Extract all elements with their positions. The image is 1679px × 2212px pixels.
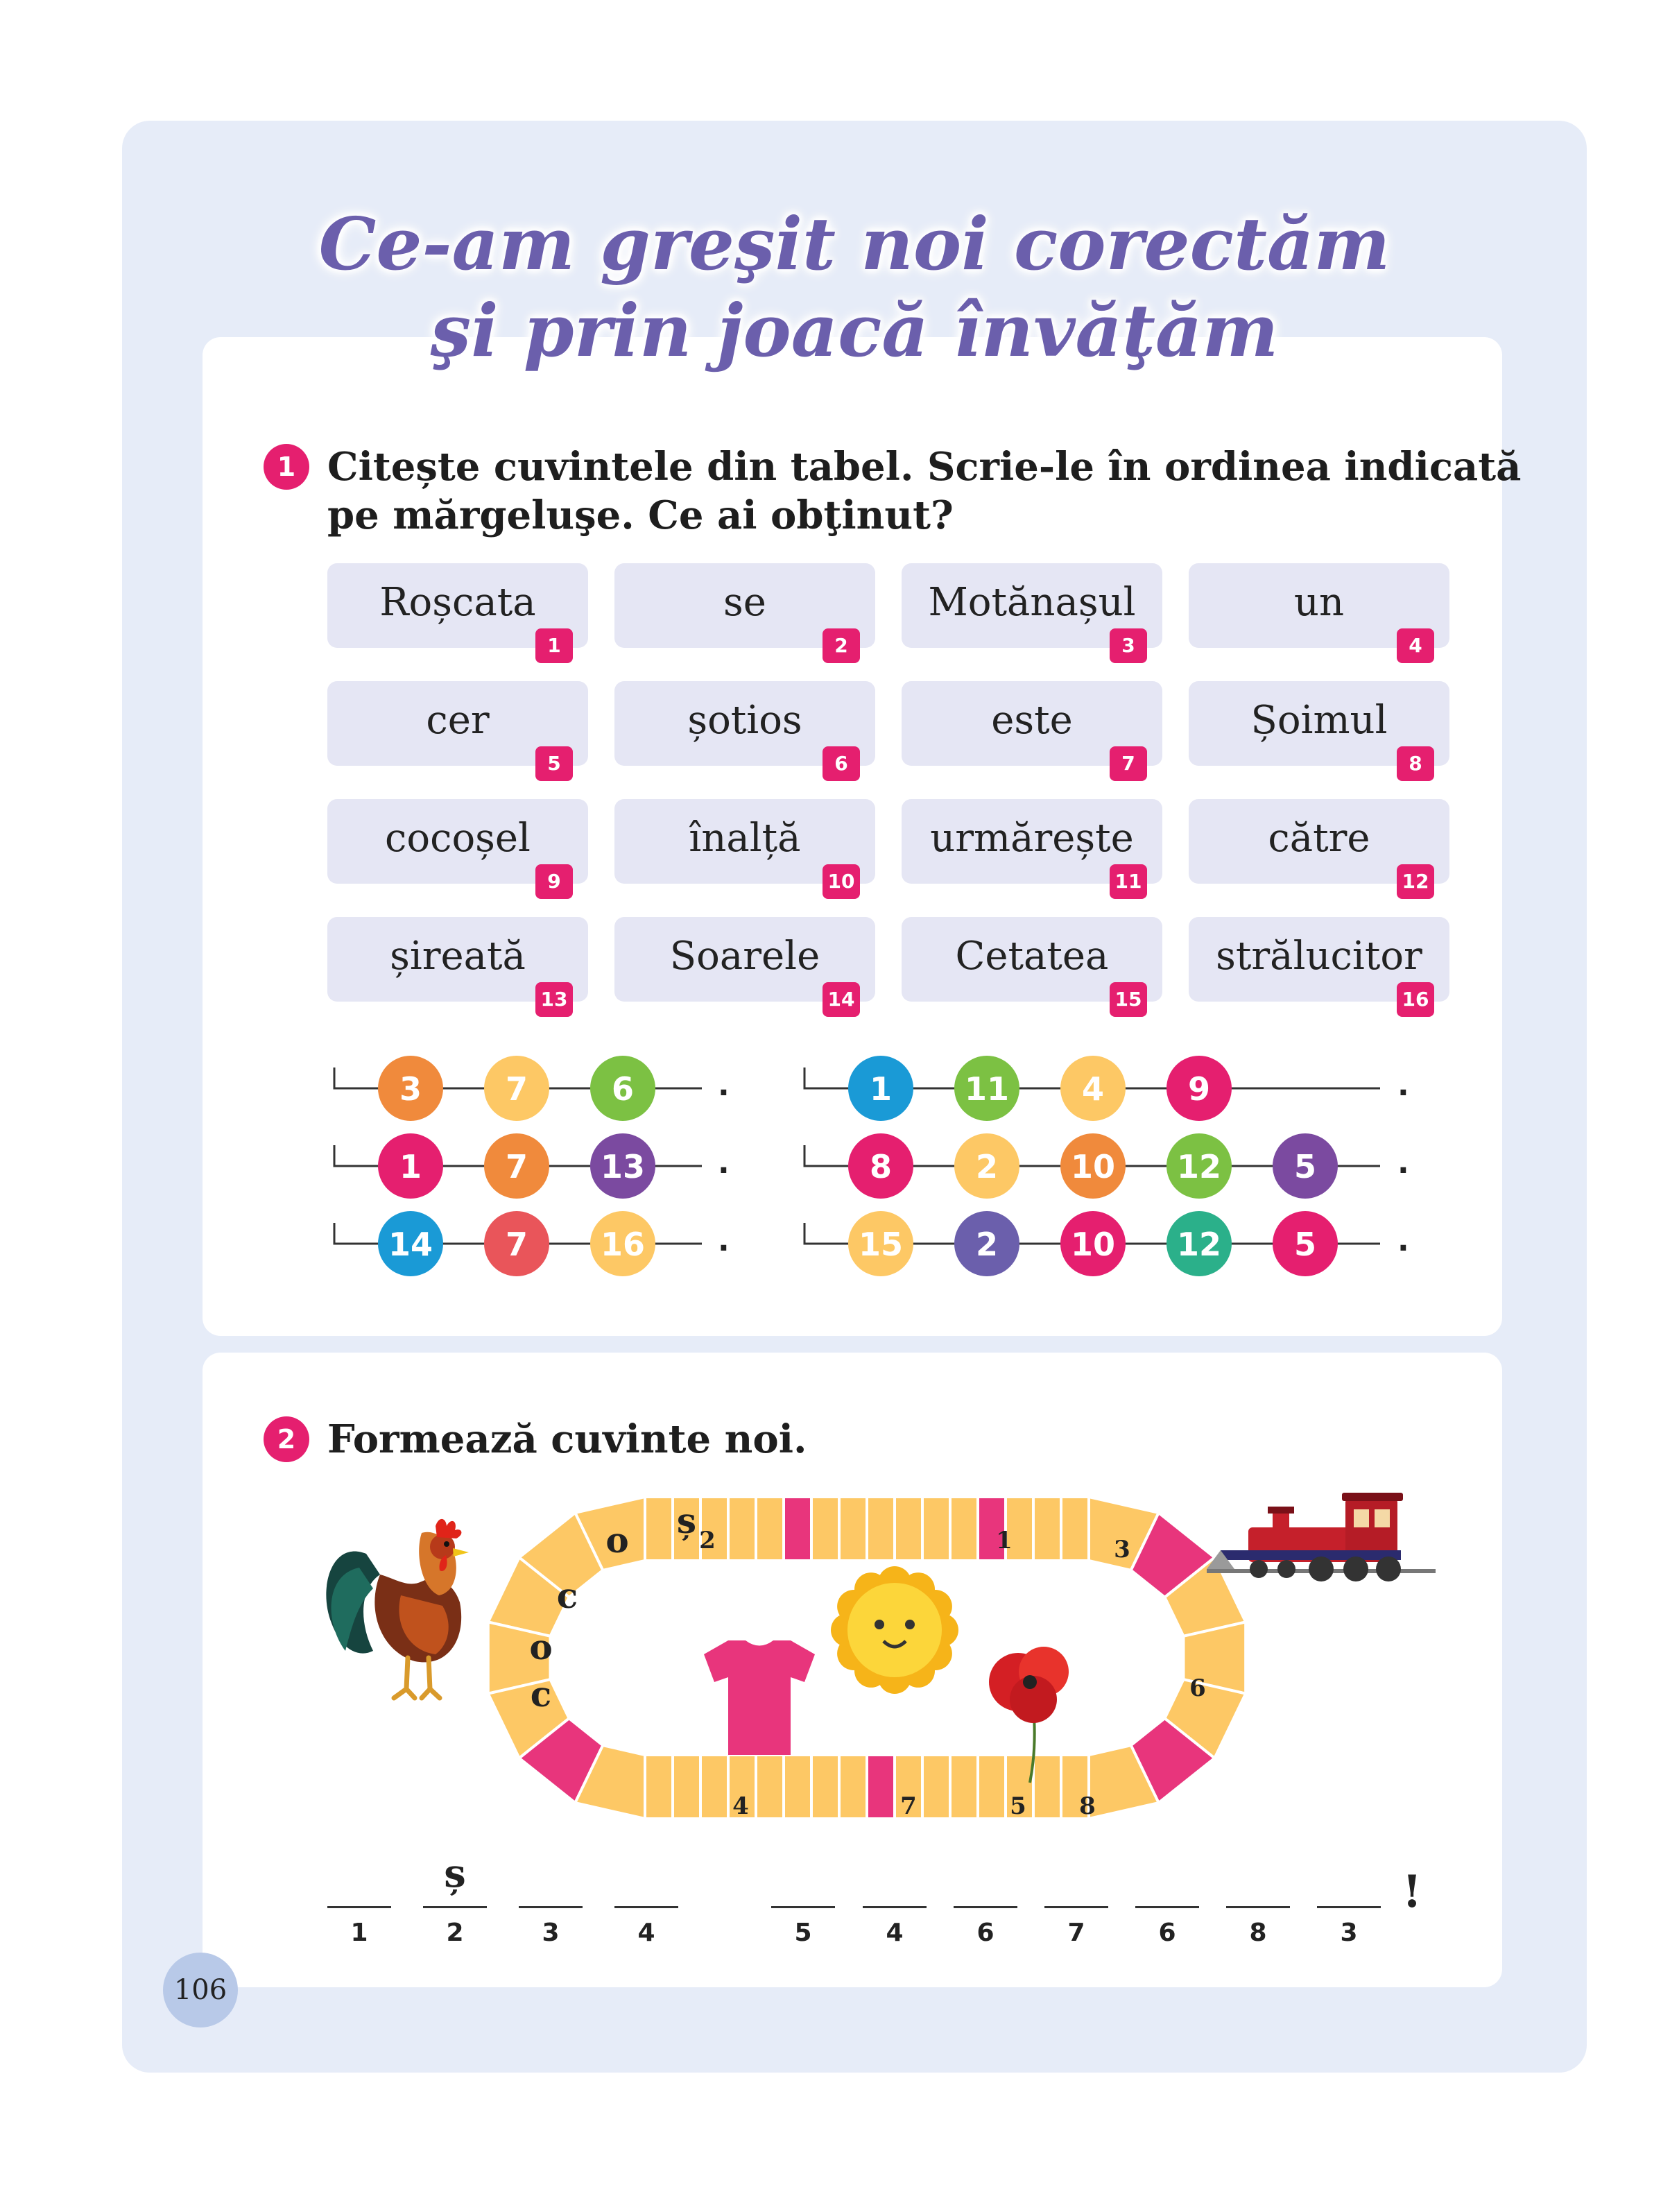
track-cell bbox=[950, 1755, 978, 1819]
bead-number: 4 bbox=[1081, 1070, 1105, 1108]
exercise-2-instruction: Formează cuvinte noi. bbox=[327, 1416, 807, 1462]
answer-blank[interactable] bbox=[771, 1906, 835, 1908]
track-letter: o bbox=[529, 1627, 553, 1667]
track-number: 3 bbox=[1114, 1536, 1130, 1563]
bead-number: 1 bbox=[869, 1070, 893, 1108]
blank-number: 3 bbox=[1340, 1919, 1358, 1947]
word-text: Roșcata bbox=[379, 580, 536, 625]
track-cell bbox=[867, 1497, 895, 1561]
row-end-mark: . bbox=[1397, 1145, 1409, 1181]
bead-number: 16 bbox=[600, 1226, 646, 1263]
bead-number: 1 bbox=[399, 1148, 422, 1185]
track-cell bbox=[645, 1755, 673, 1819]
word-text: este bbox=[991, 698, 1073, 743]
word-cell bbox=[327, 681, 588, 775]
track-cell bbox=[839, 1755, 867, 1819]
word-text: Șoimul bbox=[1250, 698, 1388, 743]
word-cell bbox=[902, 681, 1162, 775]
answer-blank[interactable] bbox=[423, 1906, 487, 1908]
track-cell bbox=[784, 1755, 811, 1819]
blank-number: 4 bbox=[637, 1919, 655, 1947]
word-cell bbox=[1189, 917, 1449, 1011]
word-number-badge: 14 bbox=[823, 982, 860, 1017]
bead-number: 3 bbox=[399, 1070, 422, 1108]
track-cell bbox=[978, 1755, 1006, 1819]
track-cell bbox=[895, 1497, 922, 1561]
bead-number: 5 bbox=[1293, 1226, 1317, 1263]
blank-number: 6 bbox=[976, 1919, 995, 1947]
blank-number: 4 bbox=[886, 1919, 904, 1947]
word-number-badge: 3 bbox=[1110, 628, 1147, 663]
bead-number: 9 bbox=[1187, 1070, 1211, 1108]
word-text: Soarele bbox=[669, 934, 820, 979]
track-number: 6 bbox=[1189, 1674, 1206, 1702]
rooster-illustration bbox=[318, 1512, 498, 1706]
bead-number: 2 bbox=[975, 1226, 999, 1263]
word-text: urmărește bbox=[930, 816, 1134, 861]
exercise-1-instruction-line-2: pe mărgeluşe. Ce ai obţinut? bbox=[327, 492, 954, 538]
bead-strings bbox=[319, 1044, 1429, 1308]
blank-number: 5 bbox=[794, 1919, 812, 1947]
word-number-badge: 15 bbox=[1110, 982, 1147, 1017]
word-text: Motănașul bbox=[928, 580, 1136, 625]
bead-number: 10 bbox=[1070, 1148, 1116, 1185]
word-cell bbox=[902, 799, 1162, 893]
word-text: cocoșel bbox=[385, 816, 531, 861]
exercise-1-number: 1 bbox=[264, 444, 309, 490]
word-number-badge: 4 bbox=[1397, 628, 1434, 663]
word-cell bbox=[327, 563, 588, 657]
word-cell bbox=[614, 917, 875, 1011]
blank-number: 3 bbox=[542, 1919, 560, 1947]
word-cell bbox=[327, 799, 588, 893]
track-number: 7 bbox=[900, 1792, 917, 1820]
bead-number: 11 bbox=[964, 1070, 1010, 1108]
word-text: strălucitor bbox=[1216, 934, 1422, 979]
track-cell bbox=[1061, 1497, 1089, 1561]
word-number-badge: 6 bbox=[823, 746, 860, 781]
track-number: 8 bbox=[1079, 1792, 1096, 1820]
bead-number: 5 bbox=[1293, 1148, 1317, 1185]
train-illustration bbox=[1207, 1484, 1436, 1588]
word-number-badge: 9 bbox=[535, 864, 573, 899]
word-cell bbox=[327, 917, 588, 1011]
word-number-badge: 12 bbox=[1397, 864, 1434, 899]
word-text: se bbox=[723, 580, 766, 625]
track-cell bbox=[756, 1497, 784, 1561]
word-text: cer bbox=[426, 698, 490, 743]
answer-blank[interactable] bbox=[954, 1906, 1017, 1908]
track-cell bbox=[811, 1497, 839, 1561]
track-cell bbox=[784, 1497, 811, 1561]
answer-blank[interactable] bbox=[1044, 1906, 1108, 1908]
word-number-badge: 7 bbox=[1110, 746, 1147, 781]
tshirt-icon bbox=[704, 1640, 815, 1755]
word-number-badge: 13 bbox=[535, 982, 573, 1017]
word-cell bbox=[1189, 799, 1449, 893]
bead-number: 6 bbox=[611, 1070, 635, 1108]
bead-number: 15 bbox=[858, 1226, 904, 1263]
track-number: 1 bbox=[996, 1527, 1013, 1554]
track-cell bbox=[673, 1755, 700, 1819]
blank-number: 7 bbox=[1067, 1919, 1085, 1947]
word-number-badge: 11 bbox=[1110, 864, 1147, 899]
track-cell bbox=[700, 1755, 728, 1819]
track-cell bbox=[756, 1755, 784, 1819]
word-number-badge: 5 bbox=[535, 746, 573, 781]
bead-number: 12 bbox=[1176, 1148, 1222, 1185]
answer-blank[interactable] bbox=[614, 1906, 678, 1908]
track-cell bbox=[922, 1755, 950, 1819]
track-letter: c bbox=[556, 1575, 578, 1616]
word-cell bbox=[614, 563, 875, 657]
answer-blank[interactable] bbox=[1226, 1906, 1290, 1908]
answer-blank[interactable] bbox=[863, 1906, 927, 1908]
word-number-badge: 2 bbox=[823, 628, 860, 663]
page-title-line-2: şi prin joacă învăţăm bbox=[430, 288, 1279, 373]
bead-number: 2 bbox=[975, 1148, 999, 1185]
word-cell bbox=[1189, 563, 1449, 657]
row-end-mark: . bbox=[718, 1223, 730, 1258]
answer-blank[interactable] bbox=[519, 1906, 583, 1908]
bead-number: 8 bbox=[869, 1148, 893, 1185]
word-cell bbox=[614, 681, 875, 775]
track-cell bbox=[645, 1497, 673, 1561]
sun-icon bbox=[831, 1566, 958, 1694]
word-number-badge: 10 bbox=[823, 864, 860, 899]
word-text: șotios bbox=[687, 698, 802, 743]
answer-blank[interactable] bbox=[327, 1906, 391, 1908]
word-text: un bbox=[1293, 580, 1345, 625]
track-cell bbox=[1033, 1755, 1061, 1819]
bead-number: 12 bbox=[1176, 1226, 1222, 1263]
word-text: șireată bbox=[390, 934, 526, 979]
bead-number: 7 bbox=[505, 1148, 528, 1185]
bead-number: 13 bbox=[600, 1148, 646, 1185]
exercise-2-number: 2 bbox=[264, 1416, 309, 1462]
word-number-badge: 16 bbox=[1397, 982, 1434, 1017]
word-table bbox=[327, 563, 1449, 1011]
answer-blank[interactable] bbox=[1317, 1906, 1381, 1908]
page-number: 106 bbox=[163, 1953, 238, 2027]
row-end-mark: . bbox=[1397, 1068, 1409, 1103]
word-cell bbox=[614, 799, 875, 893]
row-end-mark: . bbox=[718, 1068, 730, 1103]
track-number: 4 bbox=[732, 1792, 749, 1820]
answer-blank[interactable] bbox=[1135, 1906, 1199, 1908]
track-cell bbox=[867, 1755, 895, 1819]
blank-number: 6 bbox=[1158, 1919, 1176, 1947]
track-letter: ș bbox=[676, 1500, 697, 1541]
track-cell bbox=[811, 1755, 839, 1819]
track-letter: o bbox=[605, 1520, 629, 1561]
track-cell bbox=[922, 1497, 950, 1561]
blank-number: 8 bbox=[1249, 1919, 1267, 1947]
track-cell bbox=[1033, 1497, 1061, 1561]
track-number: 2 bbox=[699, 1527, 716, 1554]
exclamation-mark: ! bbox=[1402, 1866, 1422, 1918]
bead-number: 10 bbox=[1070, 1226, 1116, 1263]
word-cell bbox=[1189, 681, 1449, 775]
race-track bbox=[485, 1484, 1262, 1831]
page-title-line-1: Ce-am greşit noi corectăm bbox=[318, 201, 1390, 286]
bead-number: 7 bbox=[505, 1226, 528, 1263]
word-text: către bbox=[1268, 816, 1370, 861]
track-letter: c bbox=[530, 1674, 552, 1715]
track-cell bbox=[950, 1497, 978, 1561]
row-end-mark: . bbox=[1397, 1223, 1409, 1258]
bead-number: 7 bbox=[505, 1070, 528, 1108]
track-number: 5 bbox=[1010, 1792, 1026, 1820]
word-cell bbox=[902, 917, 1162, 1011]
track-cell bbox=[728, 1497, 756, 1561]
blank-number: 2 bbox=[446, 1919, 464, 1947]
bead-number: 14 bbox=[388, 1226, 433, 1263]
track-cell bbox=[839, 1497, 867, 1561]
word-text: înalță bbox=[689, 816, 801, 861]
exercise-1-instruction-line-1: Citește cuvintele din tabel. Scrie-le în ordinea indicată bbox=[327, 444, 1522, 490]
row-end-mark: . bbox=[718, 1145, 730, 1181]
word-number-badge: 8 bbox=[1397, 746, 1434, 781]
word-number-badge: 1 bbox=[535, 628, 573, 663]
word-cell bbox=[902, 563, 1162, 657]
word-text: Cetatea bbox=[955, 934, 1109, 979]
given-letter: ș bbox=[444, 1851, 466, 1896]
blank-number: 1 bbox=[350, 1919, 368, 1947]
